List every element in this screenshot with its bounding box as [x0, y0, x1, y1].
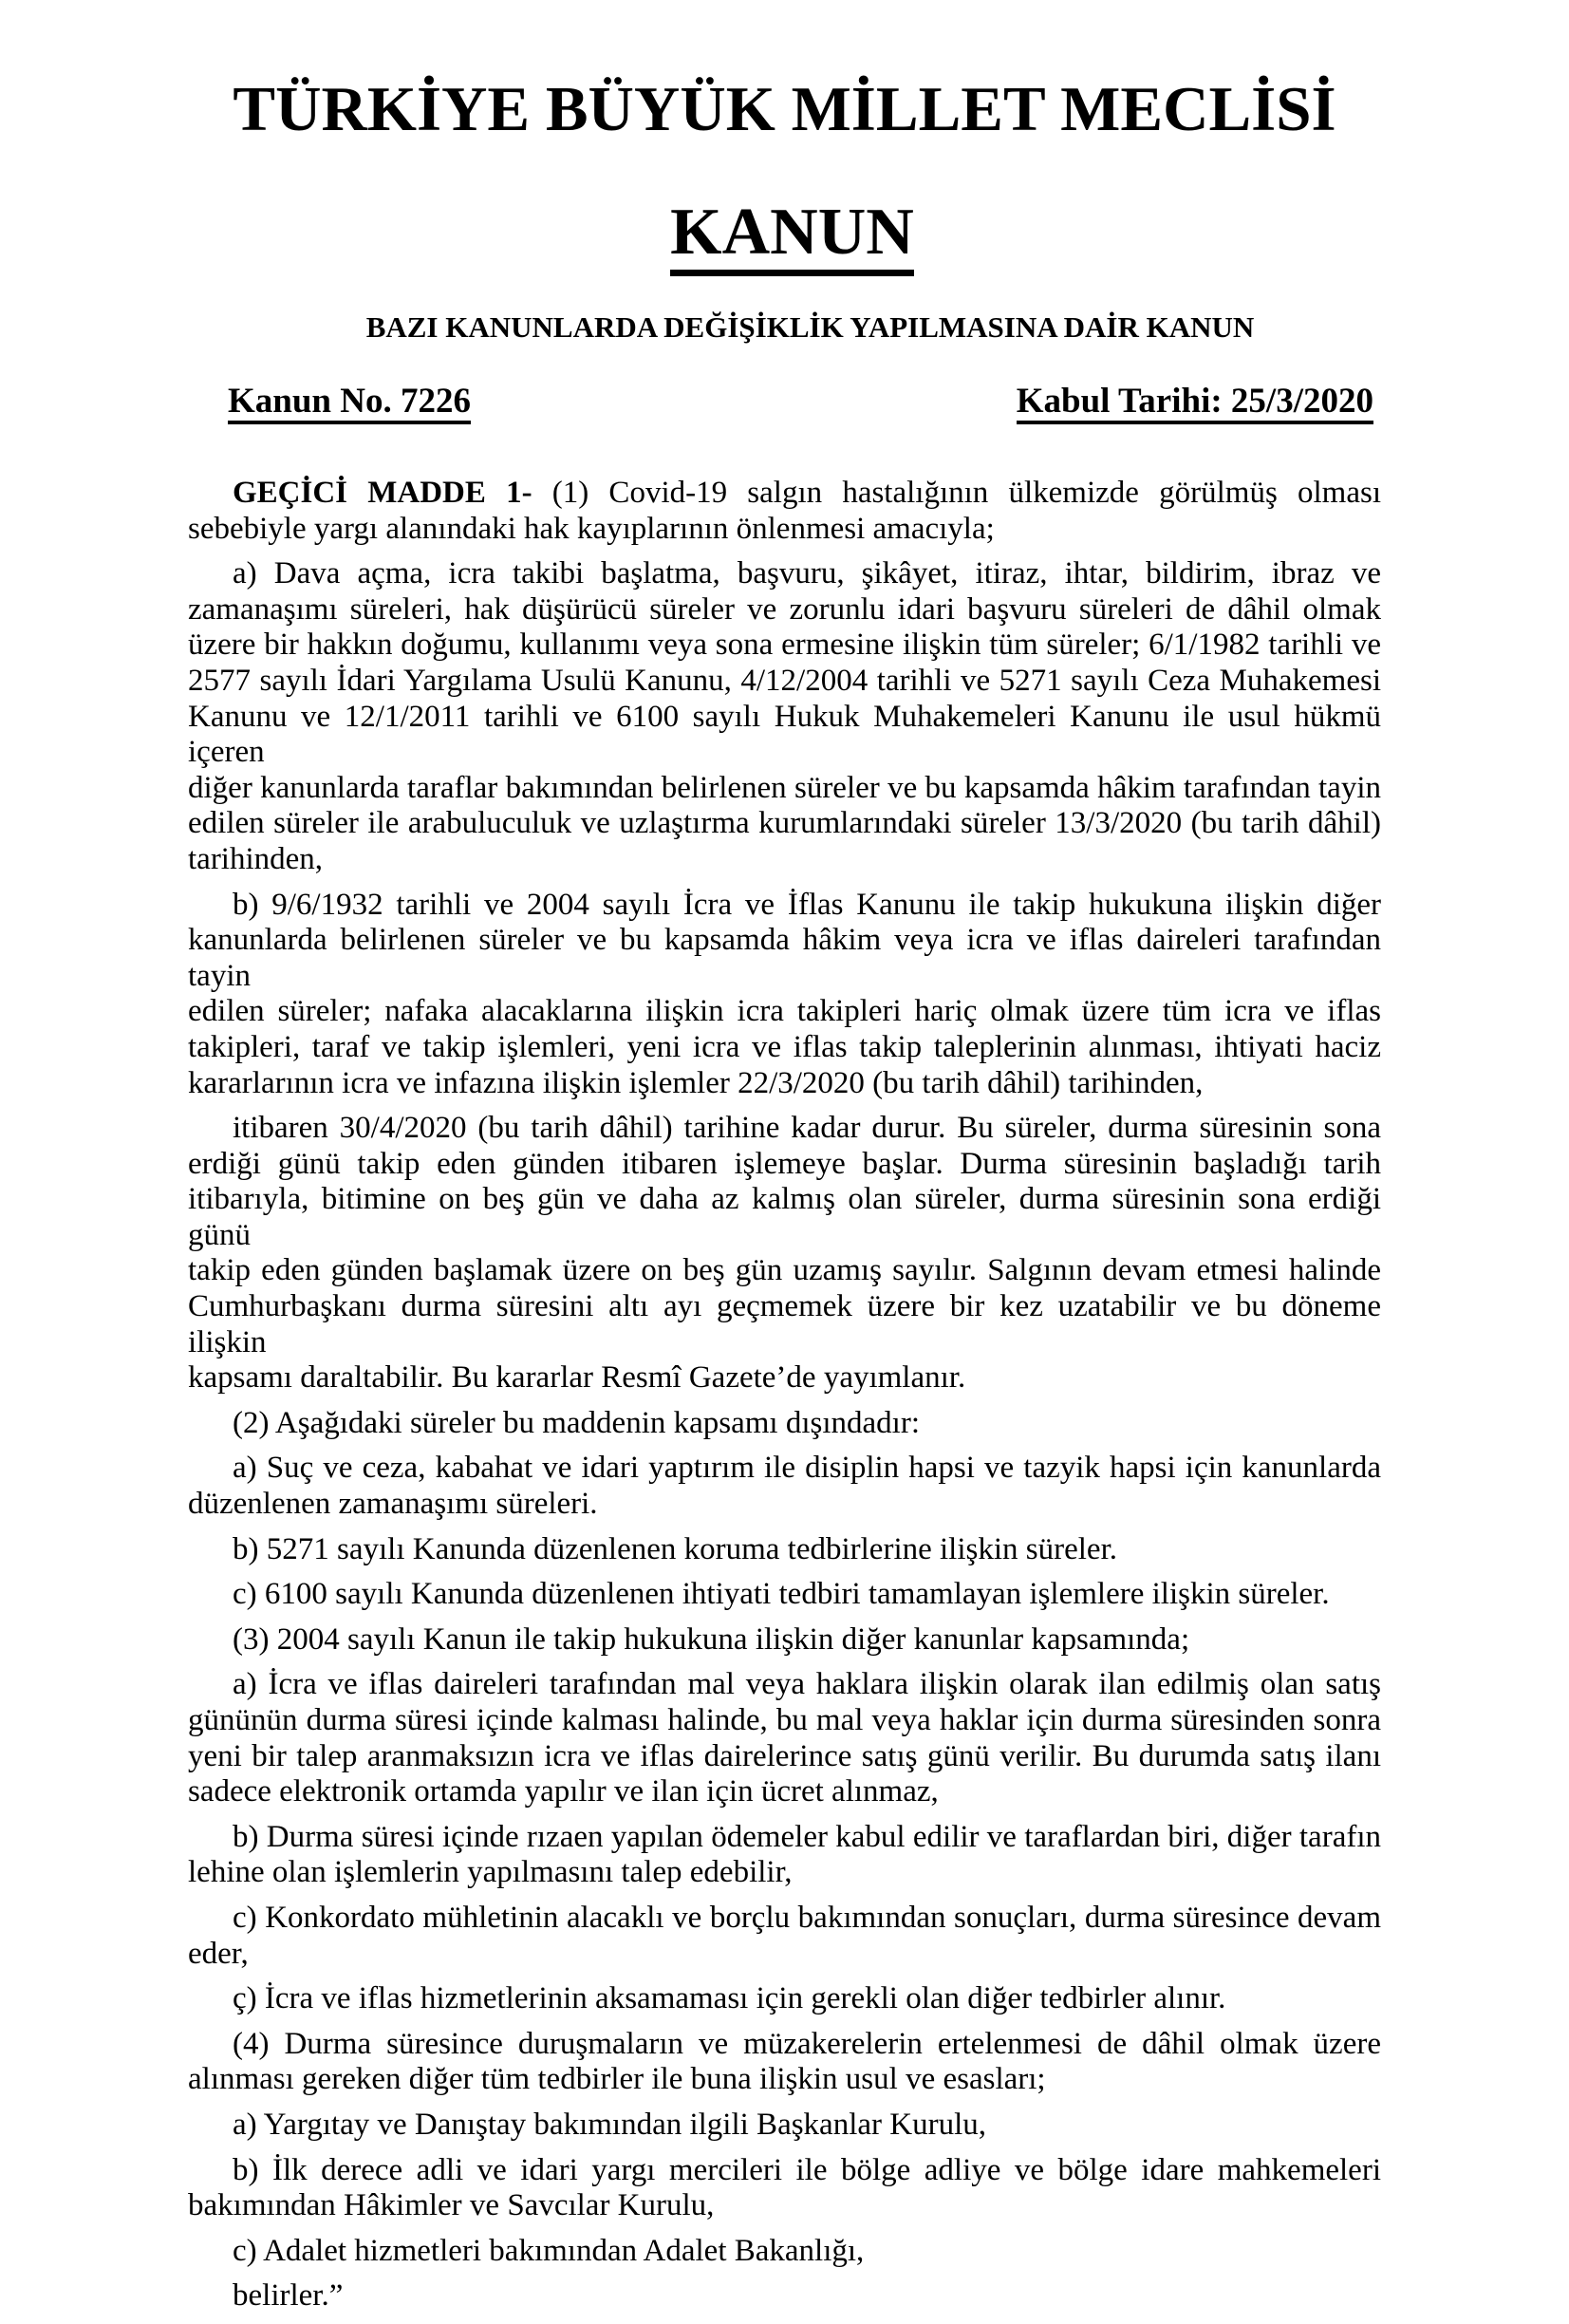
adoption-date-label: Kabul Tarihi: 25/3/2020	[1017, 383, 1373, 424]
text-line: a) Suç ve ceza, kabahat ve idari yaptırım ile disiplin hapsi ve tazyik hapsi için kanunlarda	[233, 1451, 1381, 1486]
paragraph-3a	[188, 1667, 1381, 1809]
text-line: (3) 2004 sayılı Kanun ile takip hukukuna ilişkin diğer kanunlar kapsamında;	[233, 1621, 1190, 1657]
text-line: b) İlk derece adli ve idari yargı mercileri ile bölge adliye ve bölge idare mahkemeleri	[233, 2152, 1381, 2187]
law-body	[188, 476, 1381, 2324]
paragraph-3b	[188, 1820, 1381, 1891]
text-line: sebebiyle yargı alanındaki hak kayıplarının önlenmesi amacıyla;	[188, 511, 995, 546]
text-line: c) 6100 sayılı Kanunda düzenlenen ihtiyati tedbiri tamamlayan işlemlere ilişkin süreler.	[233, 1577, 1330, 1612]
text-line: a) İcra ve iflas daireleri tarafından mal veya haklara ilişkin olarak ilan edilmiş olan satış	[233, 1667, 1381, 1702]
text-line: belirler.”	[233, 2278, 344, 2314]
text-line	[188, 476, 1381, 512]
text-line: eder,	[188, 1936, 249, 1971]
text-line: takipleri, taraf ve takip işlemleri, yeni icra ve iflas takip taleplerinin alınması, ihtiyati haciz	[188, 1029, 1381, 1064]
paragraph-2	[188, 1406, 1381, 1442]
paragraph-4	[188, 2027, 1381, 2098]
text-line: kapsamı daraltabilir. Bu kararlar Resmî Gazete’de yayımlanır.	[188, 1360, 966, 1396]
text-line: c) Adalet hizmetleri bakımından Adalet Bakanlığı,	[233, 2233, 865, 2268]
article-heading: GEÇİCİ MADDE 1-	[233, 476, 532, 510]
paragraph-provisional-article-1	[188, 476, 1381, 547]
paragraph-3c	[188, 1901, 1381, 1972]
text-line: edilen süreler ile arabuluculuk ve uzlaştırma kurumlarındaki süreler 13/3/2020 (bu tarih dâhil)	[188, 806, 1381, 841]
paragraph-2a	[188, 1451, 1381, 1522]
document-type-label: KANUN	[670, 196, 914, 276]
text-line: yeni bir talep aranmaksızın icra ve iflas dairelerince satış günü verilir. Bu durumda satış ilanı	[188, 1738, 1381, 1773]
text-line: lehine olan işlemlerin yapılmasını talep edebilir,	[188, 1855, 793, 1890]
text-line: üzere bir hakkın doğumu, kullanımı veya sona ermesine ilişkin tüm süreler; 6/1/1982 tarihli ve	[188, 628, 1381, 663]
text-line: b) 5271 sayılı Kanunda düzenlenen koruma tedbirlerine ilişkin süreler.	[233, 1531, 1117, 1566]
text-line: Cumhurbaşkanı durma süresini altı ayı geçmemek üzere bir kez uzatabilir ve bu döneme ilişkin	[188, 1289, 1381, 1359]
text-line: kararlarının icra ve infazına ilişkin işlemler 22/3/2020 (bu tarih dâhil) tarihinden,	[188, 1065, 1204, 1100]
text-line: tarihinden,	[188, 841, 324, 876]
institution-title: TÜRKİYE BÜYÜK MİLLET MECLİSİ	[233, 74, 1336, 144]
text-line: erdiği günü takip eden günden itibaren işlemeye başlar. Durma süresinin başladığı tarih	[188, 1146, 1381, 1181]
law-title: BAZI KANUNLARDA DEĞİŞİKLİK YAPILMASINA DAİR KANUN	[365, 310, 1255, 344]
paragraph-2b	[188, 1532, 1381, 1568]
text-line: zamanaşımı süreleri, hak düşürücü süreler ve zorunlu idari başvuru süreleri de dâhil olmak	[188, 591, 1381, 627]
text-line: bakımından Hâkimler ve Savcılar Kurulu,	[188, 2188, 715, 2223]
text-line: a) Dava açma, icra takibi başlatma, başvuru, şikâyet, itiraz, ihtar, bildirim, ibraz ve	[233, 556, 1381, 591]
text-line: itibarıyla, bitimine on beş gün ve daha az kalmış olan süreler, durma süresinin sona erdiği günü	[188, 1182, 1381, 1252]
text-line: kanunlarda belirlenen süreler ve bu kapsamda hâkim veya icra ve iflas daireleri tarafından tayin	[188, 923, 1381, 993]
text-line: (2) Aşağıdaki süreler bu maddenin kapsamı dışındadır:	[233, 1405, 921, 1440]
text-line: sadece elektronik ortamda yapılır ve ilan için ücret alınmaz,	[188, 1774, 939, 1809]
text-line: (4) Durma süresince duruşmaların ve müzakerelerin ertelenmesi de dâhil olmak üzere	[233, 2026, 1381, 2061]
paragraph-1a	[188, 556, 1381, 877]
document-type-heading	[0, 190, 1569, 276]
text-line: diğer kanunlarda taraflar bakımından belirlenen süreler ve bu kapsamda hâkim tarafından tayin	[188, 770, 1381, 805]
text-line: düzenlenen zamanaşımı süreleri.	[188, 1487, 598, 1522]
paragraph-2c	[188, 1577, 1381, 1613]
paragraph-1-continuation	[188, 1111, 1381, 1396]
paragraph-3c-cedilla	[188, 1981, 1381, 2017]
text-line: gününün durma süresi içinde kalması halinde, bu mal veya haklar için durma süresinden sonra	[188, 1703, 1381, 1737]
adoption-date	[1017, 383, 1373, 424]
article-heading-rest: (1) Covid-19 salgın hastalığının ülkemizde görülmüş olması	[532, 476, 1381, 510]
text-line: c) Konkordato mühletinin alacaklı ve borçlu bakımından sonuçları, durma süresince devam	[233, 1900, 1381, 1935]
law-number-label: Kanun No. 7226	[228, 383, 471, 424]
text-line: takip eden günden başlamak üzere on beş gün uzamış sayılır. Salgının devam etmesi halinde	[188, 1253, 1381, 1288]
law-number	[228, 383, 471, 424]
text-line: alınması gereken diğer tüm tedbirler ile buna ilişkin usul ve esasları;	[188, 2062, 1046, 2097]
paragraph-4b	[188, 2153, 1381, 2224]
text-line: b) 9/6/1932 tarihli ve 2004 sayılı İcra ve İflas Kanunu ile takip hukukuna ilişkin diğer	[233, 887, 1381, 922]
paragraph-1b	[188, 888, 1381, 1102]
text-line: a) Yargıtay ve Danıştay bakımından ilgili Başkanlar Kurulu,	[233, 2107, 986, 2142]
text-line: Kanunu ve 12/1/2011 tarihli ve 6100 sayılı Hukuk Muhakemeleri Kanunu ile usul hükmü içeren	[188, 699, 1381, 770]
paragraph-4a	[188, 2108, 1381, 2144]
text-line: 2577 sayılı İdari Yargılama Usulü Kanunu, 4/12/2004 tarihli ve 5271 sayılı Ceza Muhakemesi	[188, 663, 1381, 698]
text-line: ç) İcra ve iflas hizmetlerinin aksamaması için gerekli olan diğer tedbirler alınır.	[233, 1981, 1226, 2016]
paragraph-3	[188, 1622, 1381, 1659]
paragraph-4c	[188, 2234, 1381, 2270]
text-line: edilen süreler; nafaka alacaklarına ilişkin icra takipleri hariç olmak üzere tüm icra ve iflas	[188, 994, 1381, 1029]
text-line: b) Durma süresi içinde rızaen yapılan ödemeler kabul edilir ve taraflardan biri, diğer tarafın	[233, 1819, 1381, 1854]
text-line: itibaren 30/4/2020 (bu tarih dâhil) tarihine kadar durur. Bu süreler, durma süresinin sona	[233, 1111, 1381, 1146]
paragraph-closing	[188, 2278, 1381, 2315]
